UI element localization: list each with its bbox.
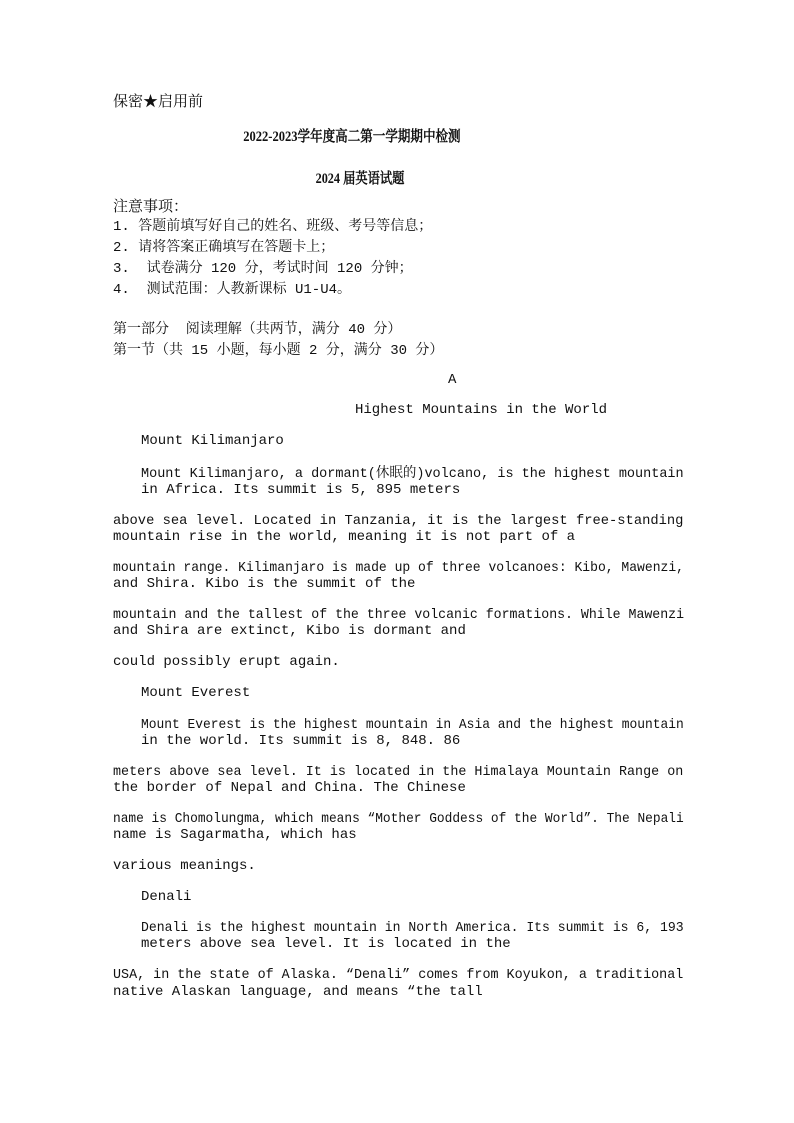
denali-line-1: Denali is the highest mountain in North America. Its summit is 6, 193 [141, 920, 684, 936]
kilimanjaro-line-7: mountain and the tallest of the three volcanic formations. While Mawenzi [113, 607, 685, 623]
everest-line-5: name is Chomolungma, which means “Mother Goddess of the World”. The Nepali [113, 811, 684, 827]
passage-title: Highest Mountains in the World [355, 402, 608, 418]
kilimanjaro-line-9: could possibly erupt again. [113, 654, 340, 670]
denali-heading: Denali [141, 889, 192, 905]
kilimanjaro-line-4: mountain rise in the world, meaning it is not part of a [113, 529, 576, 545]
everest-line-1: Mount Everest is the highest mountain in Asia and the highest mountain [141, 717, 684, 733]
note-item-1: 1. 答题前填写好自己的姓名、班级、考号等信息； [113, 219, 433, 235]
note-item-3: 3. 试卷满分 120 分，考试时间 120 分钟； [113, 261, 413, 277]
everest-line-3: meters above sea level. It is located in the Himalaya Mountain Range on [113, 764, 684, 780]
everest-line-6: name is Sagarmatha, which has [113, 827, 357, 843]
confidential-mark: 保密★启用前 [113, 94, 204, 110]
everest-heading: Mount Everest [141, 685, 251, 701]
kilimanjaro-line-5: mountain range. Kilimanjaro is made up of three volcanoes: Kibo, Mawenzi, [113, 560, 684, 576]
notes-heading: 注意事项： [113, 199, 189, 215]
kilimanjaro-line-6: and Shira. Kibo is the summit of the [113, 576, 416, 592]
kilimanjaro-heading: Mount Kilimanjaro [141, 433, 284, 449]
exam-subtitle: 2024 届英语试题 [315, 171, 405, 187]
denali-line-2: meters above sea level. It is located in the [141, 936, 511, 952]
kilimanjaro-line-3: above sea level. Located in Tanzania, it is the largest free-standing [113, 513, 684, 529]
subsection-heading: 第一节（共 15 小题，每小题 2 分，满分 30 分） [113, 343, 444, 359]
note-item-4: 4. 测试范围：人教新课标 U1-U4。 [113, 282, 352, 298]
passage-letter: A [448, 372, 457, 388]
everest-line-7: various meanings. [113, 858, 256, 874]
kilimanjaro-line-2: in Africa. Its summit is 5, 895 meters [141, 482, 461, 498]
kilimanjaro-line-1: Mount Kilimanjaro, a dormant(休眠的)volcano, is the highest mountain [141, 466, 684, 482]
everest-line-4: the border of Nepal and China. The Chinese [113, 780, 466, 796]
everest-line-2: in the world. Its summit is 8, 848. 86 [141, 733, 461, 749]
part-heading: 第一部分 阅读理解（共两节，满分 40 分） [113, 322, 402, 338]
denali-line-4: native Alaskan language, and means “the tall [113, 984, 483, 1000]
note-item-2: 2. 请将答案正确填写在答题卡上； [113, 240, 335, 256]
kilimanjaro-line-8: and Shira are extinct, Kibo is dormant and [113, 623, 466, 639]
denali-line-3: USA, in the state of Alaska. “Denali” comes from Koyukon, a traditional [113, 967, 684, 983]
exam-title: 2022-2023学年度高二第一学期期中检测 [243, 129, 461, 145]
